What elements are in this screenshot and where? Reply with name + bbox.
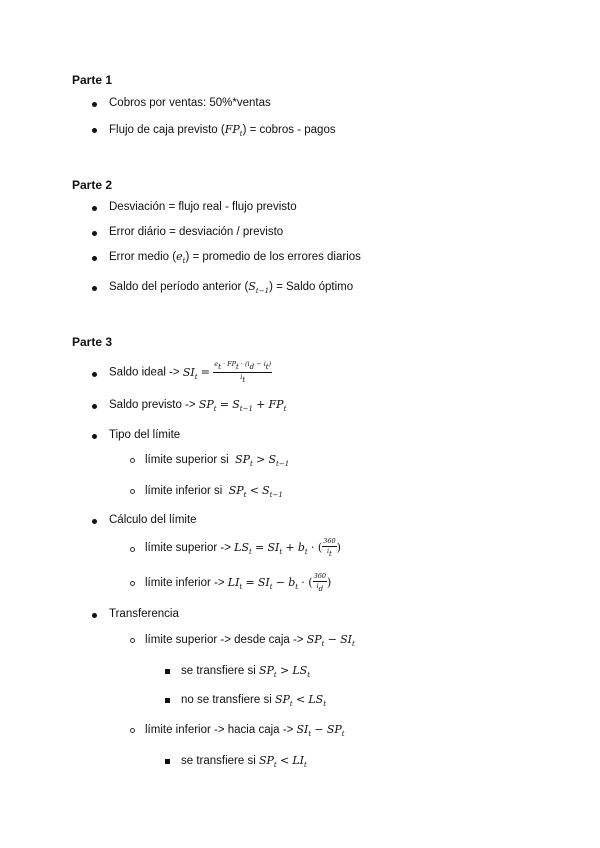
list-item: límite inferior si $SP_t < S_{t-1}$ (145, 484, 283, 499)
list-item: Saldo del período anterior $(S_{t-1})$ = Saldo óptimo (109, 280, 354, 295)
list-item: Tipo del límite (109, 429, 181, 441)
bullet (130, 547, 135, 552)
list-item: Cobros por ventas: 50%*ventas (109, 97, 271, 109)
list-item: Saldo ideal -> $SI_t$ = $\frac{e_t \cdot FP_t \cdot (i_d - i_t)}{i_t}$ (109, 360, 272, 384)
list-item: Error diário = desviación / previsto (109, 226, 284, 238)
bullet (92, 404, 97, 409)
parte3-heading: Parte 3 (72, 335, 113, 349)
bullet (130, 489, 135, 494)
saldo-ideal-fraction: $\frac{e_t \cdot FP_t \cdot (i_d - i_t)}{i_t}$ (214, 360, 272, 384)
bullet (92, 613, 97, 618)
parte2-heading: Parte 2 (72, 178, 113, 192)
list-item: límite inferior -> $LI_t = SI_t - b_t$ · ( $\frac{360}{i_d}$ ) (145, 572, 332, 593)
bullet (165, 759, 170, 764)
list-item: límite inferior -> hacia caja -> $SI_t - SP_t$ (145, 723, 345, 738)
bullet (130, 581, 135, 586)
bullet (92, 102, 97, 107)
bullet (165, 669, 170, 674)
list-item: límite superior -> desde caja -> $SP_t - SI_t$ (145, 633, 355, 648)
bullet (92, 206, 97, 211)
bullet (92, 434, 97, 439)
bullet (92, 128, 97, 133)
bullet (92, 372, 97, 377)
list-item: límite superior si $SP_t > S_{t-1}$ (145, 453, 290, 468)
list-item: Saldo previsto -> $SP_t = S_{t-1} + FP_t$ (109, 398, 287, 413)
bullet (130, 638, 135, 643)
list-item: no se transfiere si $SP_t < LS_t$ (181, 693, 327, 708)
list-item: Flujo de caja previsto $(FP_t)$ = cobros - pagos (109, 123, 336, 138)
bullet (92, 256, 97, 261)
list-item: límite superior -> $LS_t = SI_t + b_t$ · ( $\frac{360}{i_t}$ ) (145, 537, 341, 558)
list-item: Cálculo del límite (109, 514, 197, 526)
list-item: se transfiere si $SP_t < LI_t$ (181, 754, 307, 769)
bullet (165, 698, 170, 703)
bullet (130, 458, 135, 463)
bullet (130, 728, 135, 733)
bullet (92, 519, 97, 524)
list-item: Error medio $(e_t)$ = promedio de los errores diarios (109, 250, 361, 265)
bullet (92, 286, 97, 291)
list-item: se transfiere si $SP_t > LS_t$ (181, 664, 311, 679)
parte1-heading: Parte 1 (72, 73, 113, 87)
list-item: Transferencia (109, 608, 179, 620)
bullet (92, 231, 97, 236)
list-item: Desviación = flujo real - flujo previsto (109, 201, 297, 213)
